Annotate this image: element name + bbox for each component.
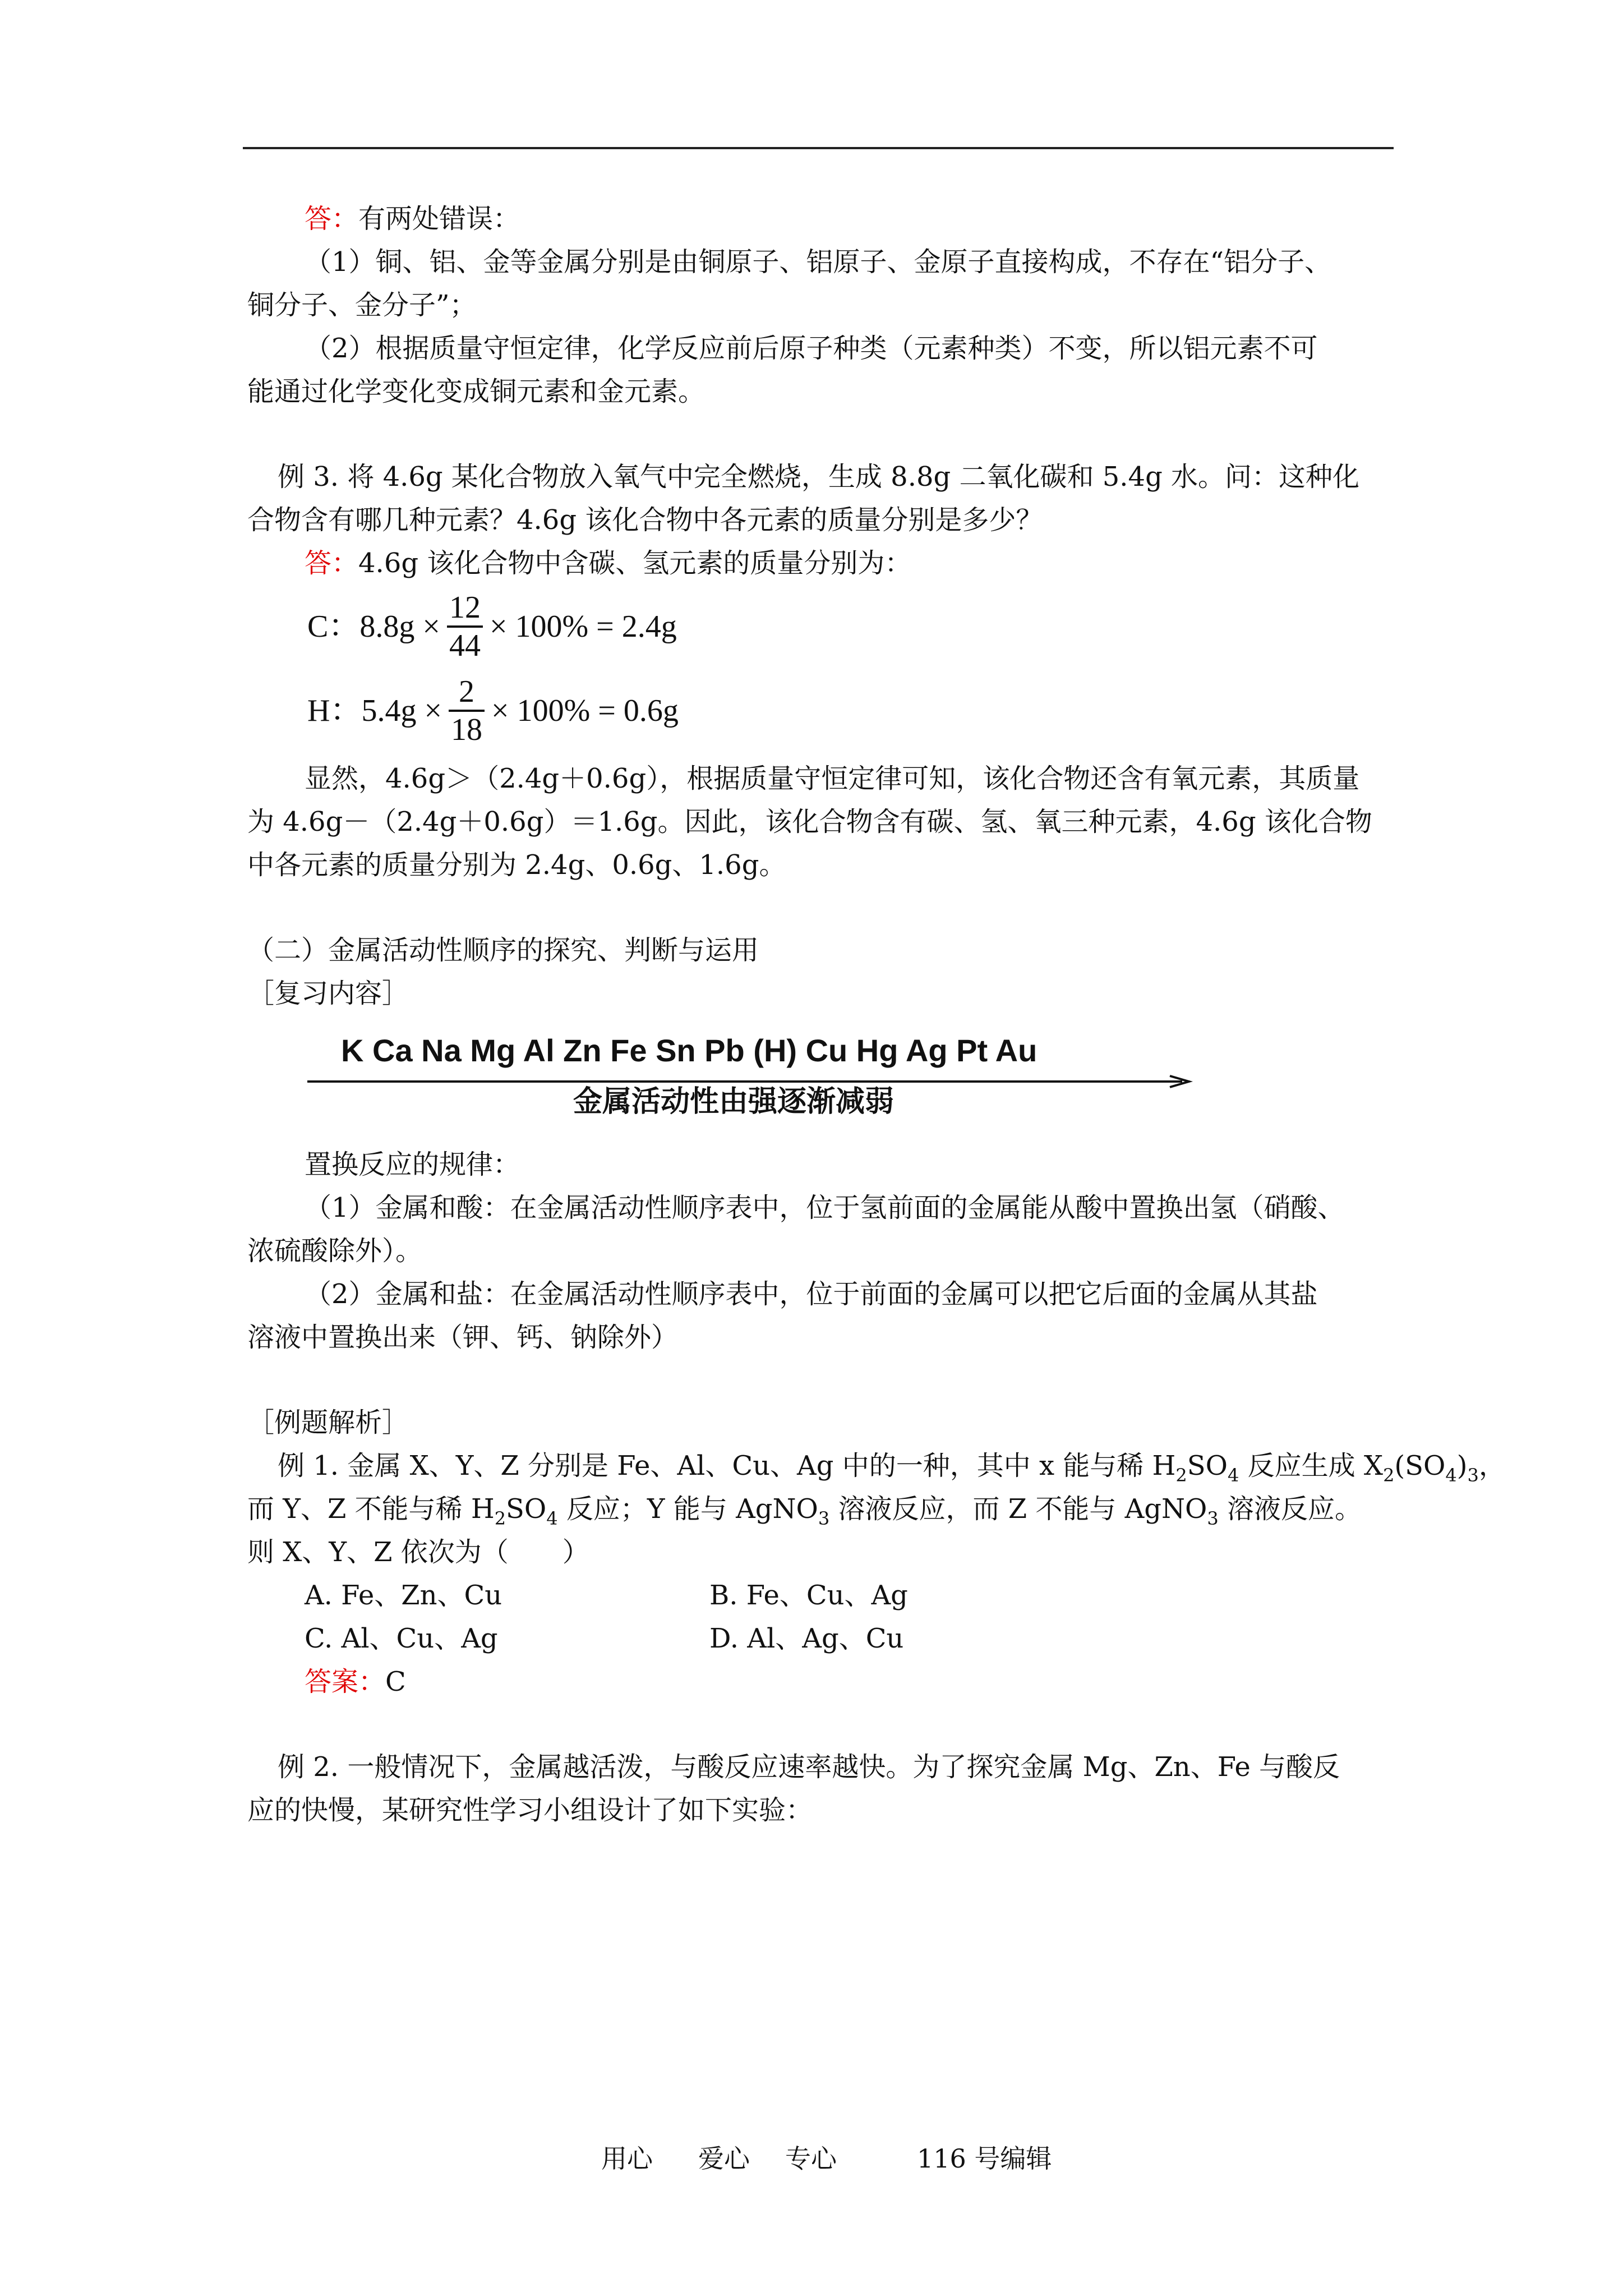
option-b: B. Fe、Cu、Ag bbox=[709, 1580, 908, 1611]
example1-line1: 例 1. 金属 X、Y、Z 分别是 Fe、Al、Cu、Ag 中的一种，其中 x 能与稀 $H_2SO_4$ 反应生成 $X_2(SO_4)_3$， bbox=[278, 1450, 1506, 1486]
footer-item-2: 爱心 bbox=[698, 2143, 750, 2174]
example1-line2: 而 Y、Z 不能与稀 $H_2SO_4$ 反应；Y 能与 AgNO$_3$ 溶液反应，而 Z 不能与 AgNO$_3$ 溶液反应。 bbox=[247, 1493, 1362, 1529]
rule2-line1: （2）金属和盐：在金属活动性顺序表中，位于前面的金属可以把它后面的金属从其盐 bbox=[305, 1278, 1318, 1310]
footer-item-1: 用心 bbox=[601, 2143, 653, 2174]
examples-heading: ［例题解析］ bbox=[247, 1407, 409, 1438]
answer1-point2-line2: 能通过化学变化变成铜元素和金元素。 bbox=[247, 376, 706, 407]
rule1-line2: 浓硫酸除外）。 bbox=[247, 1235, 423, 1267]
activity-series: K Ca Na Mg Al Zn Fe Sn Pb (H) Cu Hg Ag Pt Au bbox=[341, 1033, 1038, 1068]
answer1-point2-line1: （2）根据质量守恒定律，化学反应前后原子种类（元素种类）不变，所以铝元素不可 bbox=[305, 333, 1318, 364]
answer1-point1-line1: （1）铜、铝、金等金属分别是由铜原子、铝原子、金原子直接构成，不存在“铝分子、 bbox=[305, 246, 1332, 278]
formula-hydrogen: H：5.4g × $\frac{2}{18}$ × 100% = 0.6g bbox=[307, 674, 679, 747]
example1-answer: 答案：C bbox=[305, 1666, 406, 1697]
footer-item-3: 专心 bbox=[785, 2143, 837, 2174]
rule1-line1: （1）金属和酸：在金属活动性顺序表中，位于氢前面的金属能从酸中置换出氢（硝酸、 bbox=[305, 1192, 1345, 1223]
formula-carbon: C：8.8g × $\frac{12}{44}$ × 100% = 2.4g bbox=[307, 590, 677, 663]
fraction: $\frac{2}{18}$ bbox=[449, 676, 485, 746]
rule2-line2: 溶液中置换出来（钾、钙、钠除外） bbox=[247, 1322, 679, 1353]
answer-label: 答案： bbox=[305, 1666, 386, 1697]
answer-label: 答： bbox=[305, 203, 359, 234]
option-a: A. Fe、Zn、Cu bbox=[305, 1580, 502, 1611]
example2-line1: 例 2. 一般情况下，金属越活泼，与酸反应速率越快。为了探究金属 Mg、Zn、Fe 与酸反 bbox=[278, 1751, 1340, 1783]
example1-line3: 则 X、Y、Z 依次为（ ） bbox=[247, 1536, 589, 1568]
example2-line2: 应的快慢，某研究性学习小组设计了如下实验： bbox=[247, 1795, 813, 1826]
series-caption: 金属活动性由强逐渐减弱 bbox=[573, 1085, 895, 1119]
example3-conclusion-line2: 为 4.6g－（2.4g＋0.6g）＝1.6g。因此，该化合物含有碳、氢、氧三种元素，4.6g 该化合物 bbox=[247, 806, 1372, 838]
example3-conclusion-line3: 中各元素的质量分别为 2.4g、0.6g、1.6g。 bbox=[247, 849, 786, 881]
option-c: C. Al、Cu、Ag bbox=[305, 1623, 498, 1654]
footer-item-4: 116 号编辑 bbox=[917, 2143, 1052, 2174]
review-heading: ［复习内容］ bbox=[247, 978, 409, 1009]
answer1-point1-line2: 铜分子、金分子”； bbox=[247, 289, 477, 321]
rules-heading: 置换反应的规律： bbox=[305, 1149, 520, 1180]
answer-label: 答： bbox=[305, 547, 359, 579]
option-d: D. Al、Ag、Cu bbox=[709, 1623, 904, 1654]
example3-answer: 答：4.6g 该化合物中含碳、氢元素的质量分别为： bbox=[305, 547, 912, 579]
example3-conclusion-line1: 显然，4.6g＞（2.4g＋0.6g），根据质量守恒定律可知，该化合物还含有氧元素，其质量 bbox=[305, 763, 1360, 794]
answer1-intro: 答：有两处错误： bbox=[305, 203, 520, 234]
example3-line2: 合物含有哪几种元素？4.6g 该化合物中各元素的质量分别是多少？ bbox=[247, 504, 1043, 536]
section2-title: （二）金属活动性顺序的探究、判断与运用 bbox=[247, 935, 759, 966]
fraction: $\frac{12}{44}$ bbox=[447, 592, 483, 661]
example3-line1: 例 3. 将 4.6g 某化合物放入氧气中完全燃烧，生成 8.8g 二氧化碳和 5.4g 水。问：这种化 bbox=[278, 461, 1360, 493]
header-rule bbox=[243, 147, 1394, 149]
